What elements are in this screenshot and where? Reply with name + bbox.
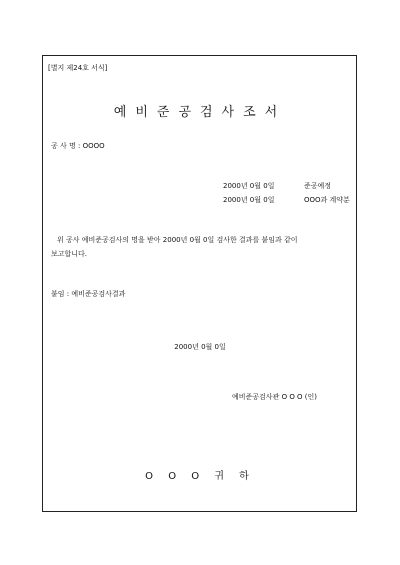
report-date: 2000년 0월 0일 bbox=[174, 343, 226, 351]
addressee-honorific: 귀 하 bbox=[214, 471, 255, 482]
schedule-date: 2000년 0월 0일 bbox=[223, 196, 275, 204]
schedule-date: 2000년 0월 0일 bbox=[223, 182, 275, 190]
schedule-desc: OOO과 계약분 bbox=[304, 196, 350, 204]
body-text-line-1: 위 공사 예비준공검사의 명을 받아 2000년 0월 0일 검사한 결과를 붙임과 같이 bbox=[57, 236, 298, 244]
project-name-label: 공 사 명 bbox=[51, 142, 76, 150]
project-name-value: OOOO bbox=[82, 142, 105, 150]
project-name-row: 공 사 명 : OOOO bbox=[51, 142, 105, 150]
schedule-row-contract bbox=[223, 196, 350, 205]
attachment-row: 붙임 : 예비준공검사결과 bbox=[51, 290, 126, 298]
attachment-value: 예비준공검사결과 bbox=[71, 290, 126, 298]
attachment-label: 붙임 bbox=[51, 290, 65, 298]
inspector-signature bbox=[232, 393, 317, 402]
inspector-name: O O O bbox=[281, 393, 303, 401]
inspector-title: 예비준공검사관 bbox=[232, 393, 280, 401]
addressee bbox=[0, 471, 400, 483]
schedule-desc: 준공예정 bbox=[304, 182, 332, 190]
body-text-line-2: 보고합니다. bbox=[51, 250, 88, 258]
page-title: 예비준공검사조서 bbox=[113, 105, 287, 120]
seal-mark: (인) bbox=[304, 393, 318, 401]
form-number: [별지 제24호 서식] bbox=[48, 64, 108, 72]
form-frame bbox=[42, 55, 357, 512]
schedule-row-completion bbox=[223, 182, 331, 191]
addressee-name: O O O bbox=[145, 471, 206, 482]
